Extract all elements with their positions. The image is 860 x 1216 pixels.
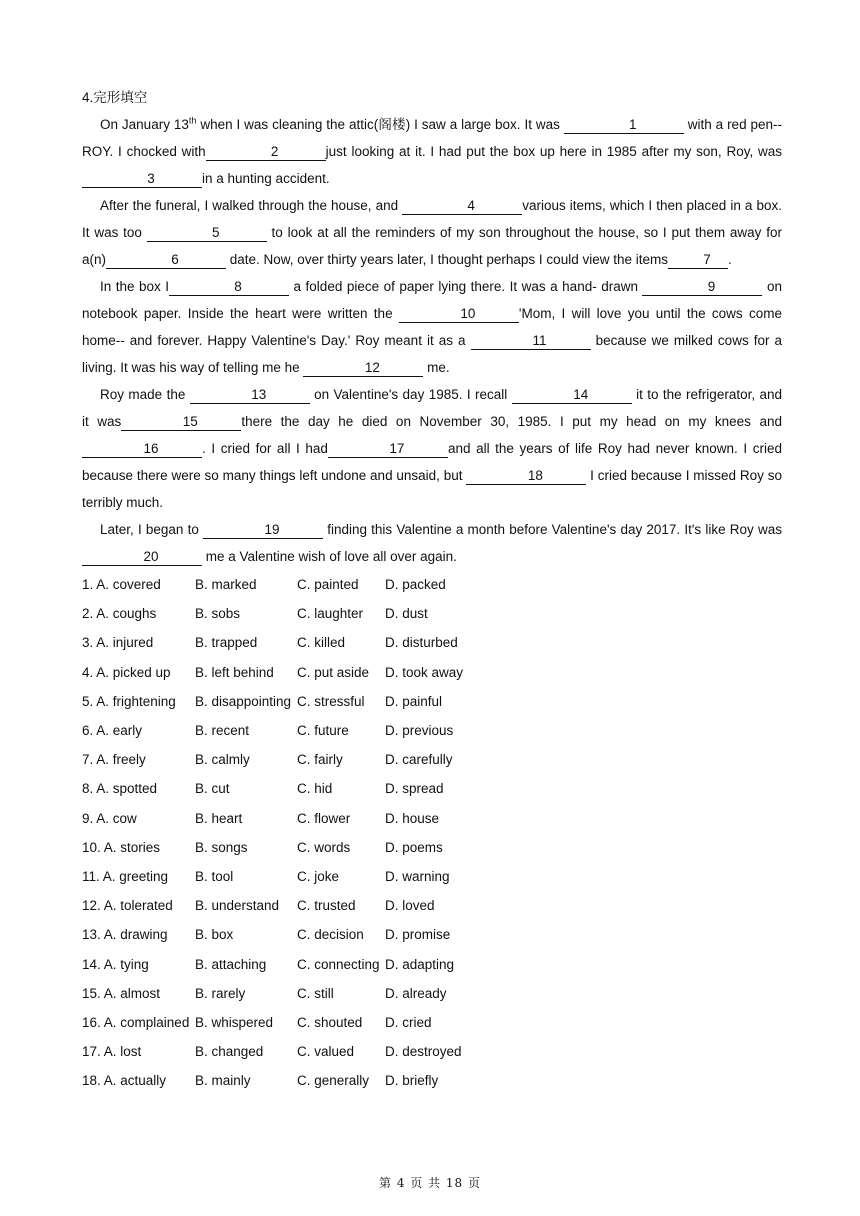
option-choice: B. disappointing — [195, 693, 292, 709]
option-choice: 6. A. early — [82, 723, 143, 739]
passage-text: to look at all the reminders of my son throughout the house, so I put them away for a(n) — [82, 225, 782, 267]
option-choice: B. box — [195, 927, 234, 943]
option-row — [82, 1066, 782, 1095]
options-list — [82, 570, 782, 1095]
option-choice: D. warning — [385, 868, 450, 884]
passage-paragraph — [82, 381, 782, 516]
option-choice: 10. A. stories — [82, 839, 161, 855]
blank-12: 12 — [303, 360, 423, 377]
option-choice: D. adapting — [385, 956, 455, 972]
option-row — [82, 687, 782, 716]
passage-text: 'Mom, I will love you until the cows come home-- and forever. Happy Valentine's Day.' Roy meant it as a — [82, 306, 782, 348]
blank-7: 7 — [668, 252, 728, 269]
option-choice: B. trapped — [195, 635, 258, 651]
blank-8: 8 — [169, 279, 289, 296]
option-choice: B. sobs — [195, 606, 241, 622]
passage-text: In the box I — [100, 279, 170, 294]
option-choice: 17. A. lost — [82, 1044, 142, 1060]
passage-text: . — [728, 252, 732, 267]
option-choice: 14. A. tying — [82, 956, 149, 972]
passage-text: with a red pen--ROY. I chocked with — [82, 117, 783, 159]
option-choice: C. hid — [297, 781, 333, 797]
option-row — [82, 891, 782, 920]
passage-text: in a hunting accident. — [202, 171, 330, 186]
passage-text: because we milked cows for a living. It was his way of telling me he — [82, 333, 782, 375]
option-choice: C. still — [297, 985, 334, 1001]
blank-10: 10 — [399, 306, 519, 323]
option-row — [82, 804, 782, 833]
passage-text: Roy made the — [100, 387, 190, 402]
option-choice: D. took away — [385, 664, 464, 680]
passage-paragraph — [82, 111, 782, 192]
blank-15: 15 — [121, 414, 241, 431]
section-title: 4.完形填空 — [82, 90, 148, 105]
passage-text: on Valentine's day 1985. I recall — [309, 387, 512, 402]
option-choice: C. generally — [297, 1073, 370, 1089]
option-choice: 3. A. injured — [82, 635, 154, 651]
option-choice: B. mainly — [195, 1073, 251, 1089]
option-choice: C. laughter — [297, 606, 364, 622]
passage-text: when I was cleaning the attic(阁楼) I saw a large box. It was — [196, 117, 564, 132]
option-choice: D. poems — [385, 839, 443, 855]
option-row — [82, 920, 782, 949]
blank-19: 19 — [203, 522, 323, 539]
option-row — [82, 599, 782, 628]
passage-text: date. Now, over thirty years later, I thought perhaps I could view the items — [226, 252, 668, 267]
option-choice: D. promise — [385, 927, 451, 943]
option-choice: C. stressful — [297, 693, 365, 709]
passage-text: it to the refrigerator, and it was — [82, 387, 783, 429]
option-choice: C. connecting — [297, 956, 380, 972]
option-choice: D. briefly — [385, 1073, 439, 1089]
option-choice: 11. A. greeting — [82, 868, 169, 884]
option-row — [82, 628, 782, 657]
option-choice: 16. A. complained — [82, 1014, 190, 1030]
option-choice: D. disturbed — [385, 635, 458, 651]
page-footer: 第 4 页 共 18 页 — [379, 1176, 481, 1190]
passage-text: and all the years of life Roy had never known. I cried because there were so many things left undone and unsaid, but — [82, 441, 783, 483]
option-choice: 12. A. tolerated — [82, 898, 173, 914]
passage-text: . I cried for all I had — [202, 441, 328, 456]
option-choice: B. cut — [195, 781, 230, 797]
option-choice: C. decision — [297, 927, 364, 943]
option-choice: B. songs — [195, 839, 248, 855]
option-choice: D. painful — [385, 693, 443, 709]
passage-text: On January 13 — [100, 117, 189, 132]
blank-18: 18 — [466, 468, 586, 485]
blank-1: 1 — [564, 117, 684, 134]
option-choice: B. heart — [195, 810, 243, 826]
option-choice: C. words — [297, 839, 351, 855]
option-choice: B. whispered — [195, 1014, 274, 1030]
blank-13: 13 — [190, 387, 310, 404]
blank-5: 5 — [147, 225, 267, 242]
option-choice: B. calmly — [195, 752, 250, 768]
option-row — [82, 949, 782, 978]
option-choice: D. previous — [385, 723, 454, 739]
document-page — [82, 84, 782, 1095]
option-row — [82, 774, 782, 803]
passage-text: I cried because I missed Roy so terribly much. — [82, 468, 782, 510]
option-choice: C. painted — [297, 577, 359, 593]
option-choice: C. joke — [297, 868, 340, 884]
passage-text: on notebook paper. Inside the heart were written the — [82, 279, 782, 321]
option-row — [82, 979, 782, 1008]
option-choice: D. loved — [385, 898, 435, 914]
blank-9: 9 — [642, 279, 762, 296]
option-choice: B. marked — [195, 577, 257, 593]
blank-2: 2 — [206, 144, 326, 161]
passage-text: various items, which I then placed in a box. It was too — [82, 198, 782, 240]
passage-text: finding this Valentine a month before Valentine's day 2017. It's like Roy was — [323, 522, 782, 537]
option-choice: C. put aside — [297, 664, 370, 680]
option-choice: C. valued — [297, 1044, 355, 1060]
passage-text: there the day he died on November 30, 1985. I put my head on my knees and — [241, 414, 782, 429]
option-choice: B. tool — [195, 868, 234, 884]
option-choice: B. recent — [195, 723, 250, 739]
option-choice: C. killed — [297, 635, 346, 651]
option-choice: 8. A. spotted — [82, 781, 158, 797]
passage-text: After the funeral, I walked through the house, and — [100, 198, 403, 213]
option-choice: B. rarely — [195, 985, 246, 1001]
option-row — [82, 745, 782, 774]
passage-text: Later, I began to — [100, 522, 204, 537]
option-row — [82, 658, 782, 687]
blank-17: 17 — [328, 441, 448, 458]
option-choice: 2. A. coughs — [82, 606, 157, 622]
blank-16: 16 — [82, 441, 202, 458]
option-choice: B. left behind — [195, 664, 274, 680]
passage-paragraph — [82, 192, 782, 273]
option-choice: D. packed — [385, 577, 446, 593]
blank-6: 6 — [106, 252, 226, 269]
option-choice: B. attaching — [195, 956, 267, 972]
option-row — [82, 1037, 782, 1066]
option-choice: D. carefully — [385, 752, 453, 768]
option-row — [82, 1008, 782, 1037]
option-row — [82, 570, 782, 599]
option-choice: C. trusted — [297, 898, 356, 914]
option-choice: C. future — [297, 723, 349, 739]
option-choice: D. destroyed — [385, 1044, 462, 1060]
passage-text: me. — [423, 360, 450, 375]
passage-text: me a Valentine wish of love all over again. — [202, 549, 457, 564]
blank-14: 14 — [512, 387, 632, 404]
passage-text: just looking at it. I had put the box up here in 1985 after my son, Roy, was — [325, 144, 783, 159]
option-choice: 1. A. covered — [82, 577, 161, 593]
option-row — [82, 833, 782, 862]
option-choice: D. already — [385, 985, 447, 1001]
blank-3: 3 — [82, 171, 202, 188]
option-row — [82, 716, 782, 745]
option-choice: 18. A. actually — [82, 1073, 167, 1089]
passage-paragraph — [82, 273, 782, 381]
option-choice: B. understand — [195, 898, 280, 914]
blank-4: 4 — [402, 198, 522, 215]
cloze-passage — [82, 111, 782, 570]
option-choice: C. shouted — [297, 1014, 363, 1030]
option-choice: D. spread — [385, 781, 444, 797]
option-choice: 15. A. almost — [82, 985, 161, 1001]
option-choice: 7. A. freely — [82, 752, 146, 768]
option-choice: 5. A. frightening — [82, 693, 176, 709]
option-choice: 4. A. picked up — [82, 664, 171, 680]
option-choice: C. fairly — [297, 752, 343, 768]
passage-text: a folded piece of paper lying there. It was a hand- drawn — [289, 279, 643, 294]
blank-11: 11 — [471, 333, 591, 350]
option-row — [82, 862, 782, 891]
option-choice: B. changed — [195, 1044, 264, 1060]
option-choice: C. flower — [297, 810, 351, 826]
blank-20: 20 — [82, 549, 202, 566]
passage-paragraph — [82, 516, 782, 570]
superscript: th — [188, 115, 197, 126]
option-choice: D. cried — [385, 1014, 432, 1030]
option-choice: D. house — [385, 810, 440, 826]
option-choice: 13. A. drawing — [82, 927, 168, 943]
option-choice: D. dust — [385, 606, 428, 622]
option-choice: 9. A. cow — [82, 810, 137, 826]
